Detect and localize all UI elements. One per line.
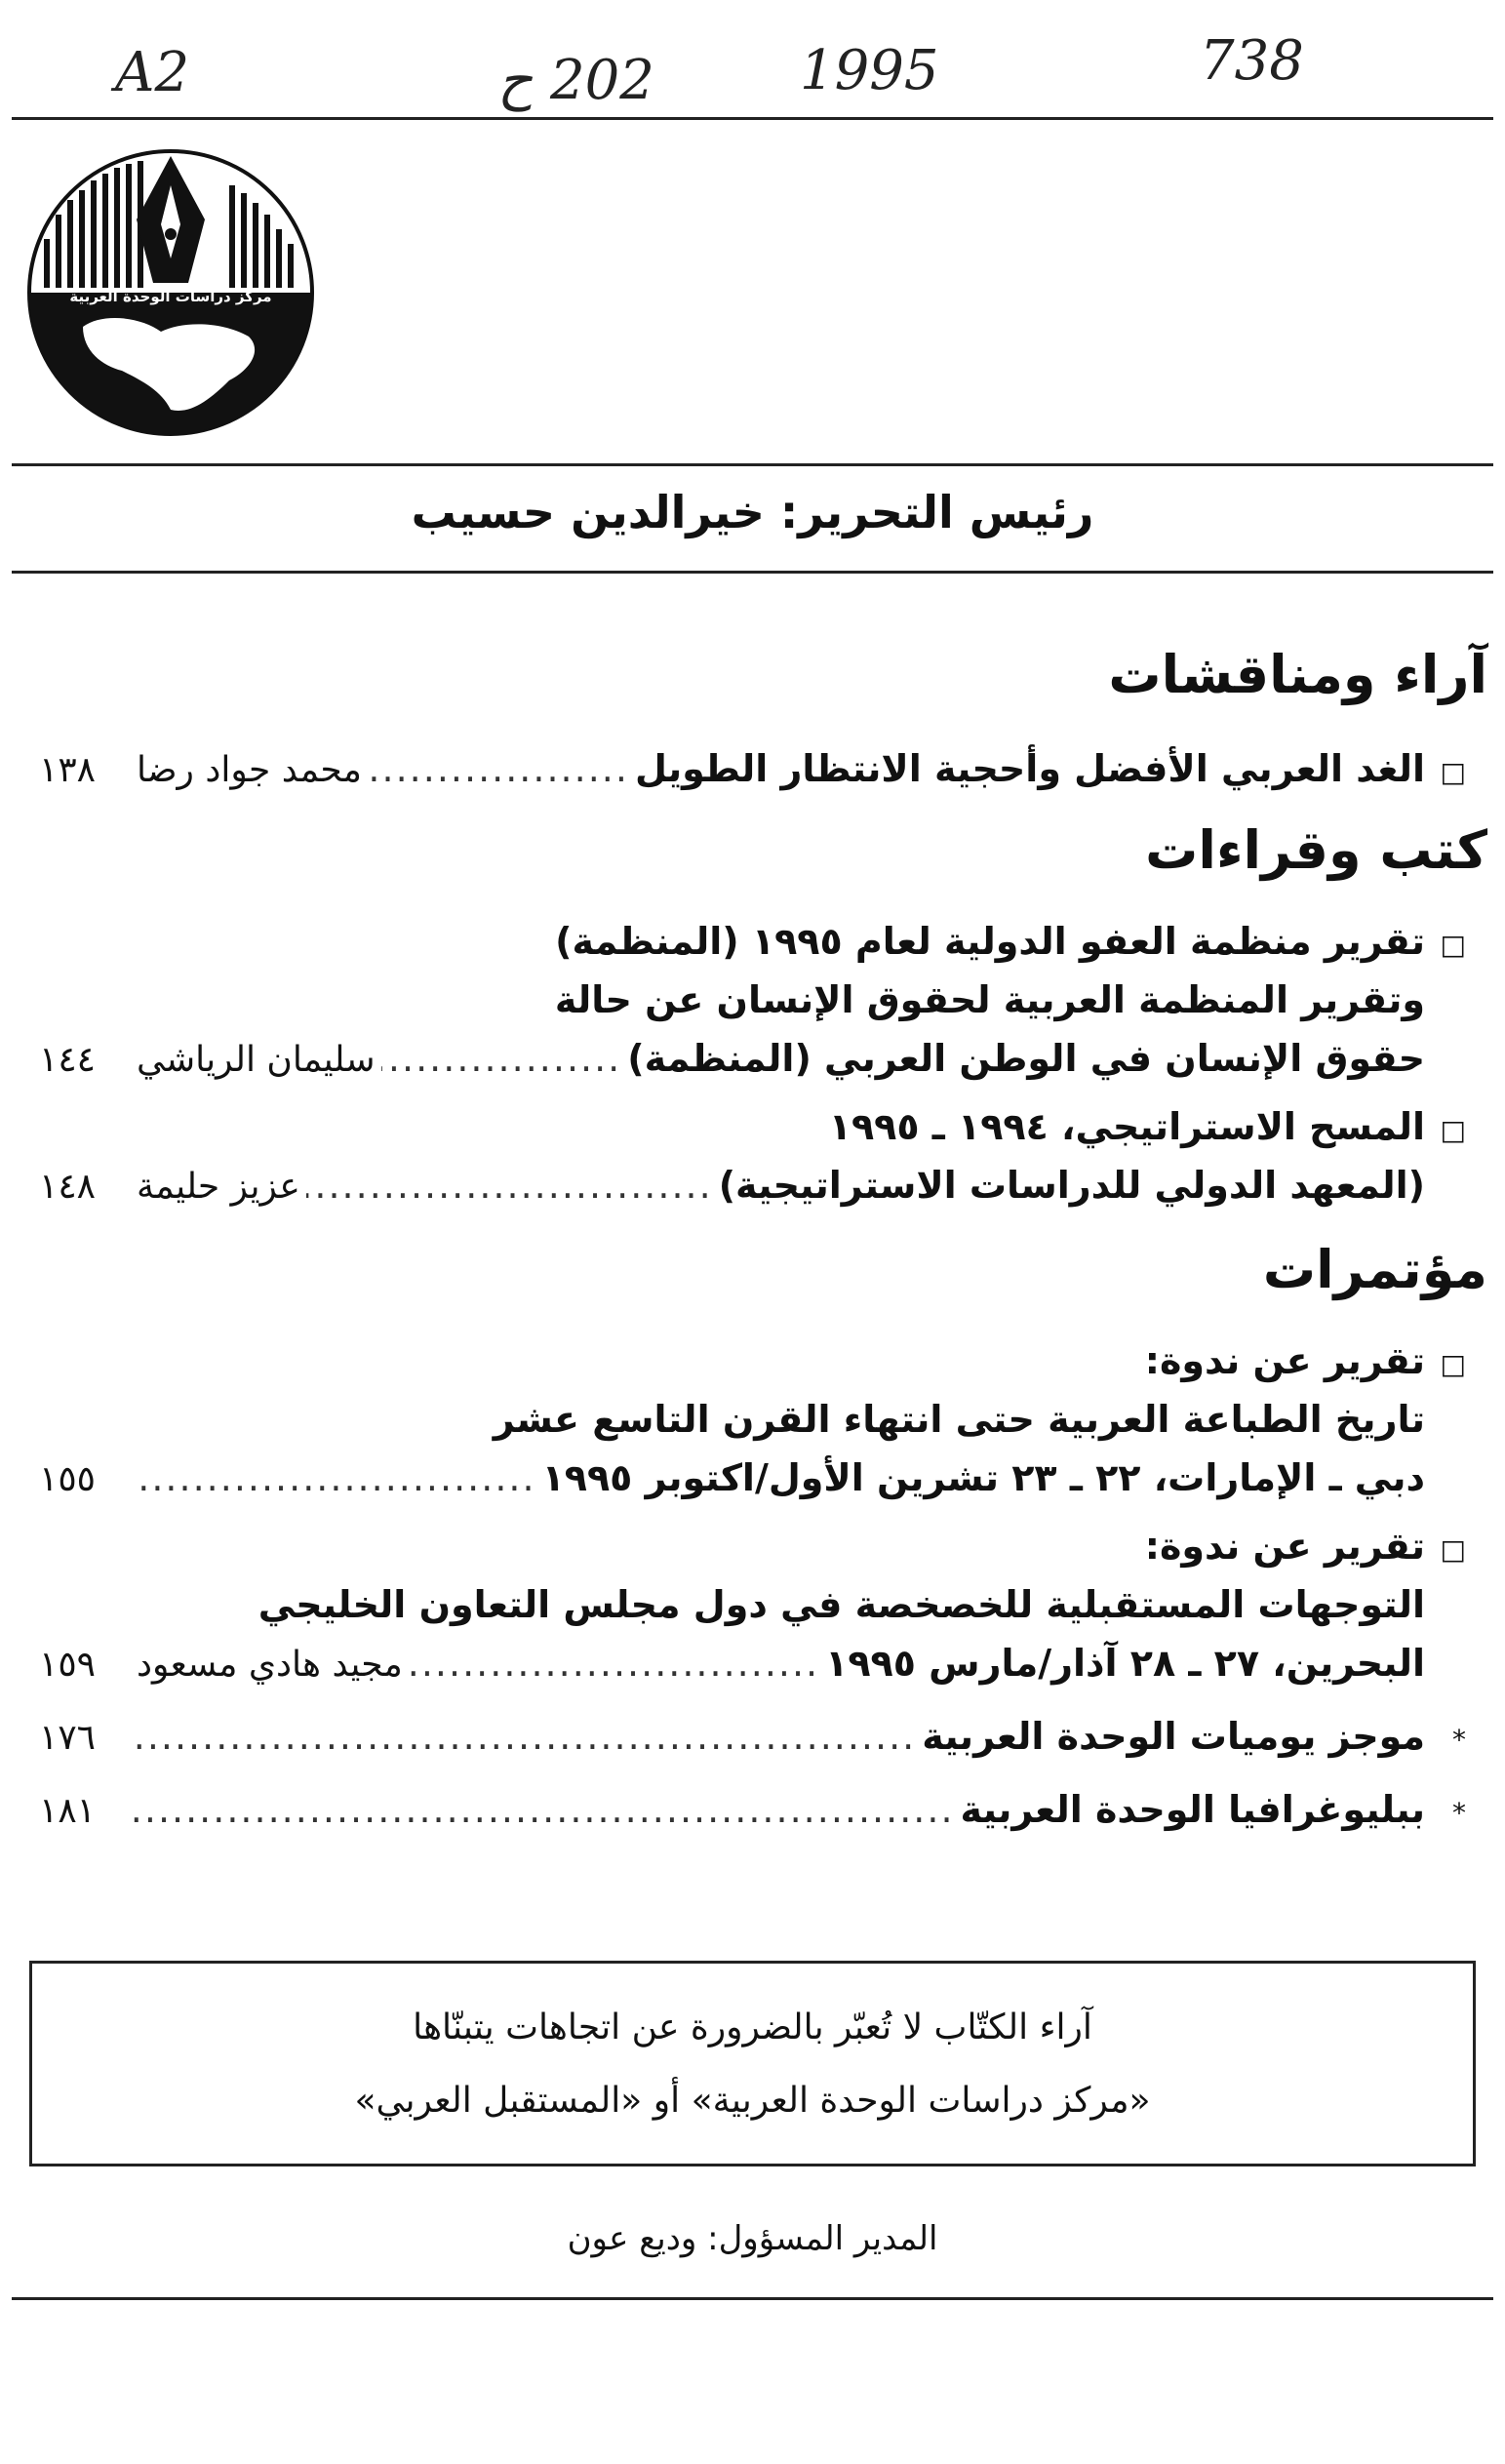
checkbox-bullet-icon: □ (1440, 929, 1466, 961)
entry-title-line: تقرير عن ندوة: (1144, 1339, 1425, 1382)
entry-page: ١٨١ (39, 1791, 97, 1831)
editor-in-chief: رئيس التحرير: خيرالدين حسيب (411, 486, 1094, 538)
entry-title: موجز يوميات الوحدة العربية (922, 1715, 1425, 1758)
disclaimer-box (29, 1961, 1476, 2166)
handwritten-number: 738 (1200, 29, 1304, 93)
entry-author: عزيز حليمة (137, 1167, 300, 1207)
leader-dots (381, 1029, 622, 1088)
entry-page: ١٥٥ (39, 1459, 97, 1499)
entry-author: مجيد هادي مسعود (137, 1645, 403, 1685)
leader-dots (133, 1780, 955, 1839)
section-title-books: كتب وقراءات (1145, 819, 1487, 881)
entry-page: ١٣٨ (39, 750, 97, 790)
entry-title-line: تقرير عن ندوة: (1144, 1525, 1425, 1568)
entry-author: سليمان الرياشي (137, 1040, 376, 1080)
entry-title: الغد العربي الأفضل وأحجية الانتظار الطويل (634, 747, 1425, 790)
toc-entry (39, 1331, 1466, 1507)
leader-dots (133, 1449, 536, 1507)
entry-page: ١٧٦ (39, 1718, 97, 1758)
entry-title-line: دبي ـ الإمارات، ٢٢ ـ ٢٣ تشرين الأول/اكتوبر ١٩٩٥ (541, 1456, 1425, 1499)
checkbox-bullet-icon: □ (1440, 1114, 1466, 1146)
logo-text-side: مركز (235, 288, 272, 305)
section-title-conferences: مؤتمرات (1262, 1239, 1487, 1300)
disclaimer-line-2: «مركز دراسات الوحدة العربية» أو «المستقبل العربي» (354, 2081, 1151, 2121)
logo-text-main: دراسات الوحدة العربية (69, 288, 231, 305)
section-title-opinions: آراء ومناقشات (1108, 644, 1487, 705)
managing-director: المدير المسؤول: وديع عون (567, 2219, 938, 2258)
entry-title-line: التوجهات المستقبلية للخصخصة في دول مجلس التعاون الخليجي (257, 1583, 1425, 1626)
entry-title: ببليوغرافيا الوحدة العربية (960, 1788, 1425, 1831)
handwritten-year: 1995 (800, 39, 939, 102)
entry-title-line: البحرين، ٢٧ ـ ٢٨ آذار/مارس ١٩٩٥ (825, 1642, 1425, 1685)
rule-below-editor (12, 571, 1493, 574)
entry-page: ١٤٤ (39, 1040, 97, 1080)
top-rule (12, 117, 1493, 120)
leader-dots (409, 1634, 819, 1692)
rule-above-editor (12, 463, 1493, 466)
entry-author: محمد جواد رضا (137, 750, 362, 790)
asterisk-bullet-icon: * (1452, 1797, 1466, 1829)
toc-entry (39, 912, 1466, 1088)
entry-title-line: المسح الاستراتيجي، ١٩٩٤ ـ ١٩٩٥ (828, 1105, 1425, 1148)
handwritten-code: A2 (115, 41, 190, 104)
checkbox-bullet-icon: □ (1440, 756, 1466, 788)
entry-title-line: وتقرير المنظمة العربية لحقوق الإنسان عن حالة (554, 978, 1425, 1021)
center-logo (24, 146, 317, 439)
toc-entry (39, 1707, 1466, 1766)
leader-dots (368, 739, 629, 798)
entry-page: ١٥٩ (39, 1645, 97, 1685)
entry-title-line: تقرير منظمة العفو الدولية لعام ١٩٩٥ (المنظمة) (555, 920, 1425, 963)
entry-title-line: حقوق الإنسان في الوطن العربي (المنظمة) (627, 1037, 1425, 1080)
bottom-rule (12, 2297, 1493, 2300)
checkbox-bullet-icon: □ (1440, 1533, 1466, 1566)
toc-entry (39, 739, 1466, 798)
toc-entry (39, 1517, 1466, 1692)
entry-title-line: (المعهد الدولي للدراسات الاستراتيجية) (718, 1164, 1425, 1207)
toc-entry (39, 1780, 1466, 1839)
handwritten-note: 202 ح (497, 49, 654, 112)
entry-page: ١٤٨ (39, 1167, 97, 1207)
leader-dots (306, 1156, 713, 1214)
disclaimer-line-1: آراء الكتّاب لا تُعبّر بالضرورة عن اتجاهات يتبنّاها (413, 2007, 1092, 2047)
leader-dots (133, 1707, 916, 1766)
checkbox-bullet-icon: □ (1440, 1348, 1466, 1380)
toc-entry (39, 1097, 1466, 1214)
entry-title-line: تاريخ الطباعة العربية حتى انتهاء القرن التاسع عشر (493, 1398, 1425, 1441)
asterisk-bullet-icon: * (1452, 1724, 1466, 1756)
